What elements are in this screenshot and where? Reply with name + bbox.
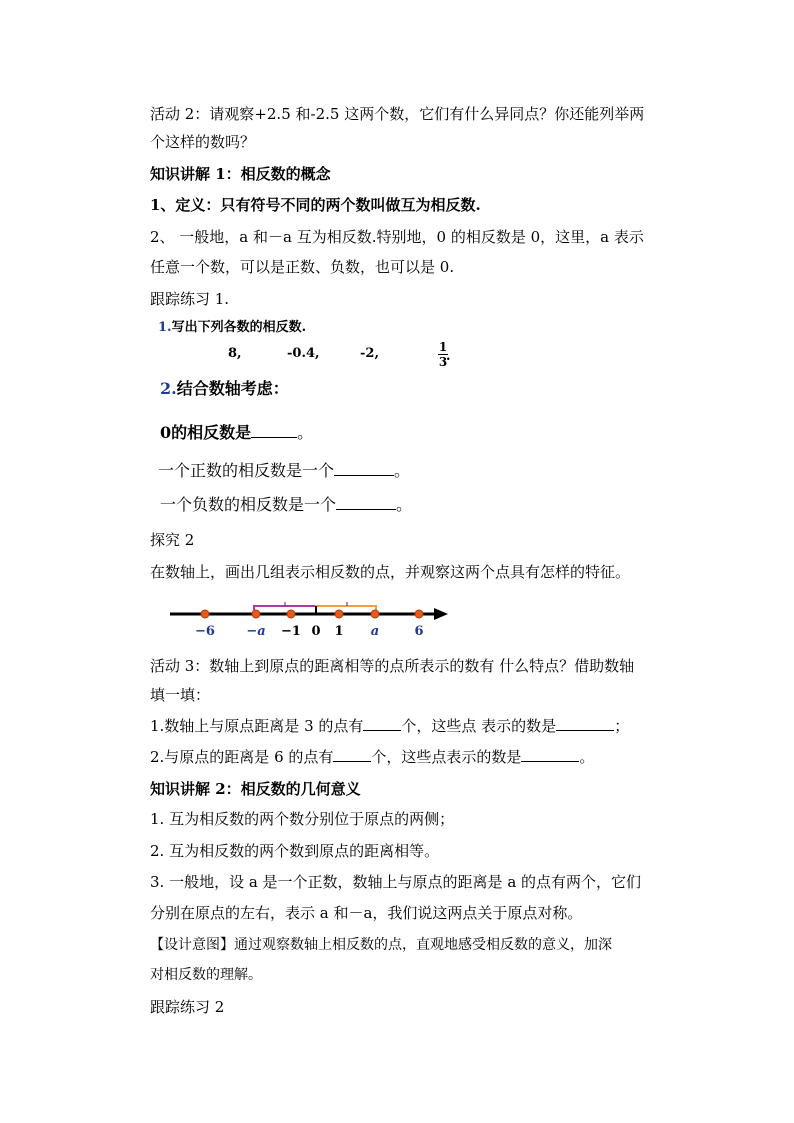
practice2-title: 跟踪练习 2 [150, 998, 225, 1016]
fill2-pre: 一个正数的相反数是一个 [158, 461, 335, 480]
knowledge2-p3-line1: 3. 一般地，设 a 是一个正数，数轴上与原点的距离是 a 的点有两个，它们 [150, 873, 642, 891]
fill1-blank[interactable] [251, 422, 297, 438]
a3q2-blank1[interactable] [333, 746, 371, 762]
fill1-pre: 0的相反数是 [160, 423, 252, 442]
a3q1-post: ； [614, 717, 630, 735]
label-6: 6 [414, 624, 424, 639]
knowledge2-p3-line2: 分别在原点的左右，表示 a 和－a，我们说这两点关于原点对称。 [150, 904, 583, 922]
label-0: 0 [311, 624, 321, 639]
knowledge2-title: 知识讲解 2：相反数的几何意义 [150, 780, 361, 798]
label-neg1: −1 [281, 624, 301, 639]
practice1-q2 [160, 378, 289, 400]
activity3-q2 [150, 746, 594, 768]
a3q2-mid: 个，这些点表示的数是 [371, 748, 522, 766]
a3q1-blank1[interactable] [363, 715, 401, 731]
fill1-post: 。 [297, 423, 314, 442]
fill2-post: 。 [394, 461, 411, 480]
fraction-tail: . [446, 349, 451, 364]
fill-zero-opposite [160, 422, 313, 444]
activity2-line1: 活动 2：请观察+2.5 和-2.5 这两个数，它们有什么异同点？你还能列举两 [150, 105, 645, 123]
a3q1-pre: 1.数轴上与原点距离是 3 的点有 [150, 717, 364, 735]
a3q1-mid: 个，这些点 表示的数是 [401, 717, 557, 735]
q2-text: 结合数轴考虑： [176, 379, 289, 398]
q1-text: 写出下列各数的相反数. [171, 320, 307, 335]
bracket-left [254, 606, 316, 610]
knowledge1-p2-line1: 2、 一般地，a 和－a 互为相反数.特别地，0 的相反数是 0，这里，a 表示 [150, 228, 644, 246]
fill2-blank[interactable] [334, 460, 394, 476]
q2-number: 2. [160, 379, 177, 398]
activity3-line2: 填一填： [150, 686, 211, 704]
fraction-numerator: 1 [438, 340, 448, 354]
activity3-line1: 活动 3：数轴上到原点的距离相等的点所表示的数有 什么特点？借助数轴 [150, 657, 635, 675]
point-a [371, 610, 379, 618]
label-1: 1 [334, 624, 344, 639]
knowledge2-p1: 1. 互为相反数的两个数分别位于原点的两侧； [150, 810, 455, 828]
point-1 [335, 610, 343, 618]
a3q1-blank2[interactable] [556, 715, 614, 731]
bracket-right [316, 606, 376, 610]
axis-arrow-icon [434, 608, 448, 620]
value-1: 8, [228, 346, 242, 361]
knowledge1-definition: 1、定义：只有符号不同的两个数叫做互为相反数. [150, 196, 481, 214]
knowledge1-p2-line2: 任意一个数，可以是正数、负数，也可以是 0. [150, 258, 455, 276]
knowledge1-title: 知识讲解 1：相反数的概念 [150, 165, 331, 183]
label-neg-a: −a [246, 624, 266, 639]
fill-positive-opposite [158, 460, 410, 482]
practice1-title: 跟踪练习 1. [150, 290, 230, 308]
knowledge2-p2: 2. 互为相反数的两个数到原点的距离相等。 [150, 842, 440, 860]
point-6 [415, 610, 423, 618]
point-neg-a [252, 610, 260, 618]
activity2-line2: 个这样的数吗？ [150, 133, 256, 151]
practice1-q1 [158, 317, 306, 339]
a3q2-post: 。 [579, 748, 595, 766]
number-line [166, 598, 456, 640]
activity3-q1 [150, 715, 629, 737]
design-intent-line1: 【设计意图】通过观察数轴上相反数的点，直观地感受相反数的意义，加深 [150, 937, 612, 953]
value-2: -0.4, [287, 346, 320, 361]
label-neg6: −6 [195, 624, 215, 639]
fraction-denominator: 3 [438, 355, 448, 369]
label-a: a [370, 624, 380, 639]
design-intent-line2: 对相反数的理解。 [150, 967, 262, 983]
fill3-pre: 一个负数的相反数是一个 [160, 495, 337, 514]
q1-number: 1. [158, 320, 172, 335]
explore2-title: 探究 2 [150, 531, 195, 549]
point-neg1 [287, 610, 295, 618]
a3q2-blank2[interactable] [521, 746, 579, 762]
fill3-post: 。 [396, 495, 413, 514]
value-3: -2, [360, 346, 379, 361]
fill3-blank[interactable] [336, 494, 396, 510]
fill-negative-opposite [160, 494, 412, 516]
explore2-text: 在数轴上，画出几组表示相反数的点，并观察这两个点具有怎样的特征。 [150, 563, 631, 581]
a3q2-pre: 2.与原点的距离是 6 的点有 [150, 748, 334, 766]
point-neg6 [201, 610, 209, 618]
